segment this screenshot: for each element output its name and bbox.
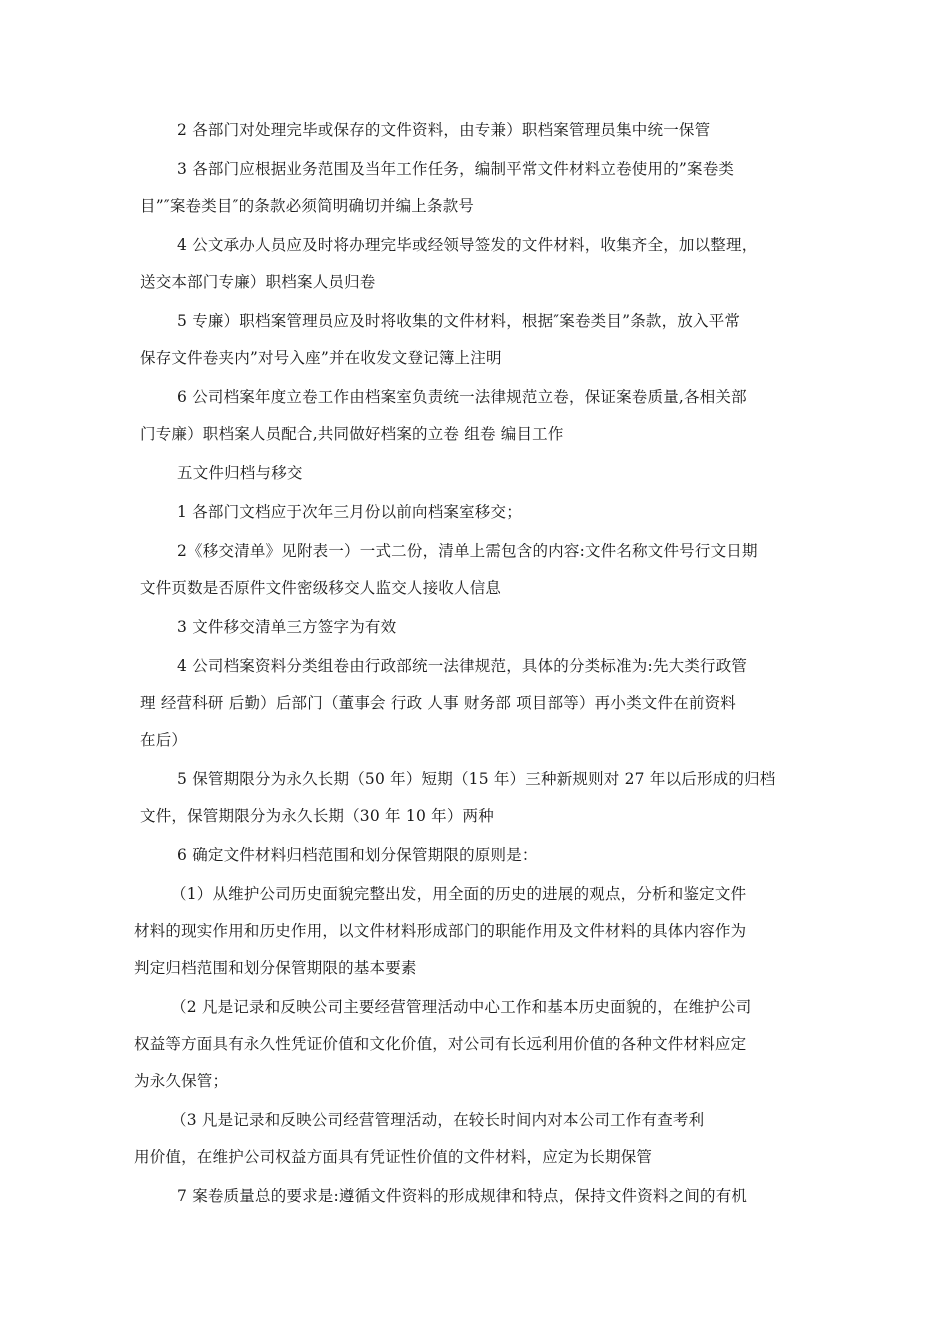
document-body bbox=[134, 112, 816, 1217]
text-line: 1 各部门文档应于次年三月份以前向档案室移交； bbox=[177, 503, 522, 521]
text-line: 3 各部门应根据业务范围及当年工作任务，编制平常文件材料立卷使用的”案卷类 bbox=[177, 160, 735, 178]
text-line: 用价值，在维护公司权益方面具有凭证性价值的文件材料，应定为长期保管 bbox=[134, 1148, 653, 1166]
text-line: （3 凡是记录和反映公司经营管理活动，在较长时间内对本公司工作有查考利 bbox=[171, 1111, 705, 1129]
paragraph bbox=[140, 648, 816, 759]
text-line: 3 文件移交清单三方签字为有效 bbox=[177, 618, 397, 636]
paragraph bbox=[134, 989, 816, 1100]
text-line: 送交本部门专廉）职档案人员归卷 bbox=[140, 273, 376, 291]
text-line: 目”″案卷类目″的条款必须简明确切并编上条款号 bbox=[140, 197, 475, 215]
text-line: 2 各部门对处理完毕或保存的文件资料，由专兼）职档案管理员集中统一保管 bbox=[177, 121, 711, 139]
paragraph bbox=[140, 761, 816, 835]
text-line: （2 凡是记录和反映公司主要经营管理活动中心工作和基本历史面貌的，在维护公司 bbox=[171, 998, 752, 1016]
paragraph bbox=[140, 303, 816, 377]
paragraph bbox=[134, 876, 816, 987]
text-line: 保存文件卷夹内”对号入座”并在收发文登记簿上注明 bbox=[140, 349, 502, 367]
paragraph bbox=[140, 1178, 816, 1215]
section-heading bbox=[140, 455, 816, 492]
paragraph bbox=[140, 494, 816, 531]
text-line: 6 确定文件材料归档范围和划分保管期限的原则是： bbox=[177, 846, 538, 864]
paragraph bbox=[134, 1102, 816, 1176]
text-line: 7 案卷质量总的要求是:遵循文件资料的形成规律和特点，保持文件资料之间的有机 bbox=[177, 1187, 748, 1205]
text-line: 6 公司档案年度立卷工作由档案室负责统一法律规范立卷，保证案卷质量,各相关部 bbox=[177, 388, 747, 406]
paragraph bbox=[140, 609, 816, 646]
text-line: 4 公文承办人员应及时将办理完毕或经领导签发的文件材料，收集齐全，加以整理， bbox=[177, 236, 758, 254]
text-line: 文件，保管期限分为永久长期（30 年 10 年）两种 bbox=[140, 807, 494, 825]
text-line: （1）从维护公司历史面貌完整出发，用全面的历史的进展的观点，分析和鉴定文件 bbox=[171, 885, 747, 903]
paragraph bbox=[140, 379, 816, 453]
paragraph bbox=[140, 227, 816, 301]
text-line: 2《移交清单》见附表一）一式二份，清单上需包含的内容:文件名称文件号行文日期 bbox=[177, 542, 758, 560]
text-line: 材料的现实作用和历史作用，以文件材料形成部门的职能作用及文件材料的具体内容作为 bbox=[134, 922, 747, 940]
text-line: 文件页数是否原件文件密级移交人监交人接收人信息 bbox=[140, 579, 502, 597]
text-line: 5 保管期限分为永久长期（50 年）短期（15 年）三种新规则对 27 年以后形成的归档 bbox=[177, 770, 776, 788]
text-line: 判定归档范围和划分保管期限的基本要素 bbox=[134, 959, 417, 977]
text-line: 4 公司档案资料分类组卷由行政部统一法律规范，具体的分类标准为:先大类行政管 bbox=[177, 657, 748, 675]
paragraph bbox=[140, 837, 816, 874]
text-line: 权益等方面具有永久性凭证价值和文化价值，对公司有长远利用价值的各种文件材料应定 bbox=[134, 1035, 747, 1053]
text-line: 门专廉）职档案人员配合,共同做好档案的立卷 组卷 编目工作 bbox=[140, 425, 564, 443]
text-line: 为永久保管； bbox=[134, 1072, 229, 1090]
text-line: 在后） bbox=[140, 731, 188, 749]
text-line: 5 专廉）职档案管理员应及时将收集的文件材料，根据″案卷类目”条款，放入平常 bbox=[177, 312, 741, 330]
paragraph bbox=[140, 533, 816, 607]
paragraph bbox=[140, 151, 816, 225]
paragraph bbox=[140, 112, 816, 149]
text-line: 理 经营科研 后勤）后部门（董事会 行政 人事 财务部 项目部等）再小类文件在前资料 bbox=[140, 694, 736, 712]
text-line: 五文件归档与移交 bbox=[177, 464, 303, 482]
